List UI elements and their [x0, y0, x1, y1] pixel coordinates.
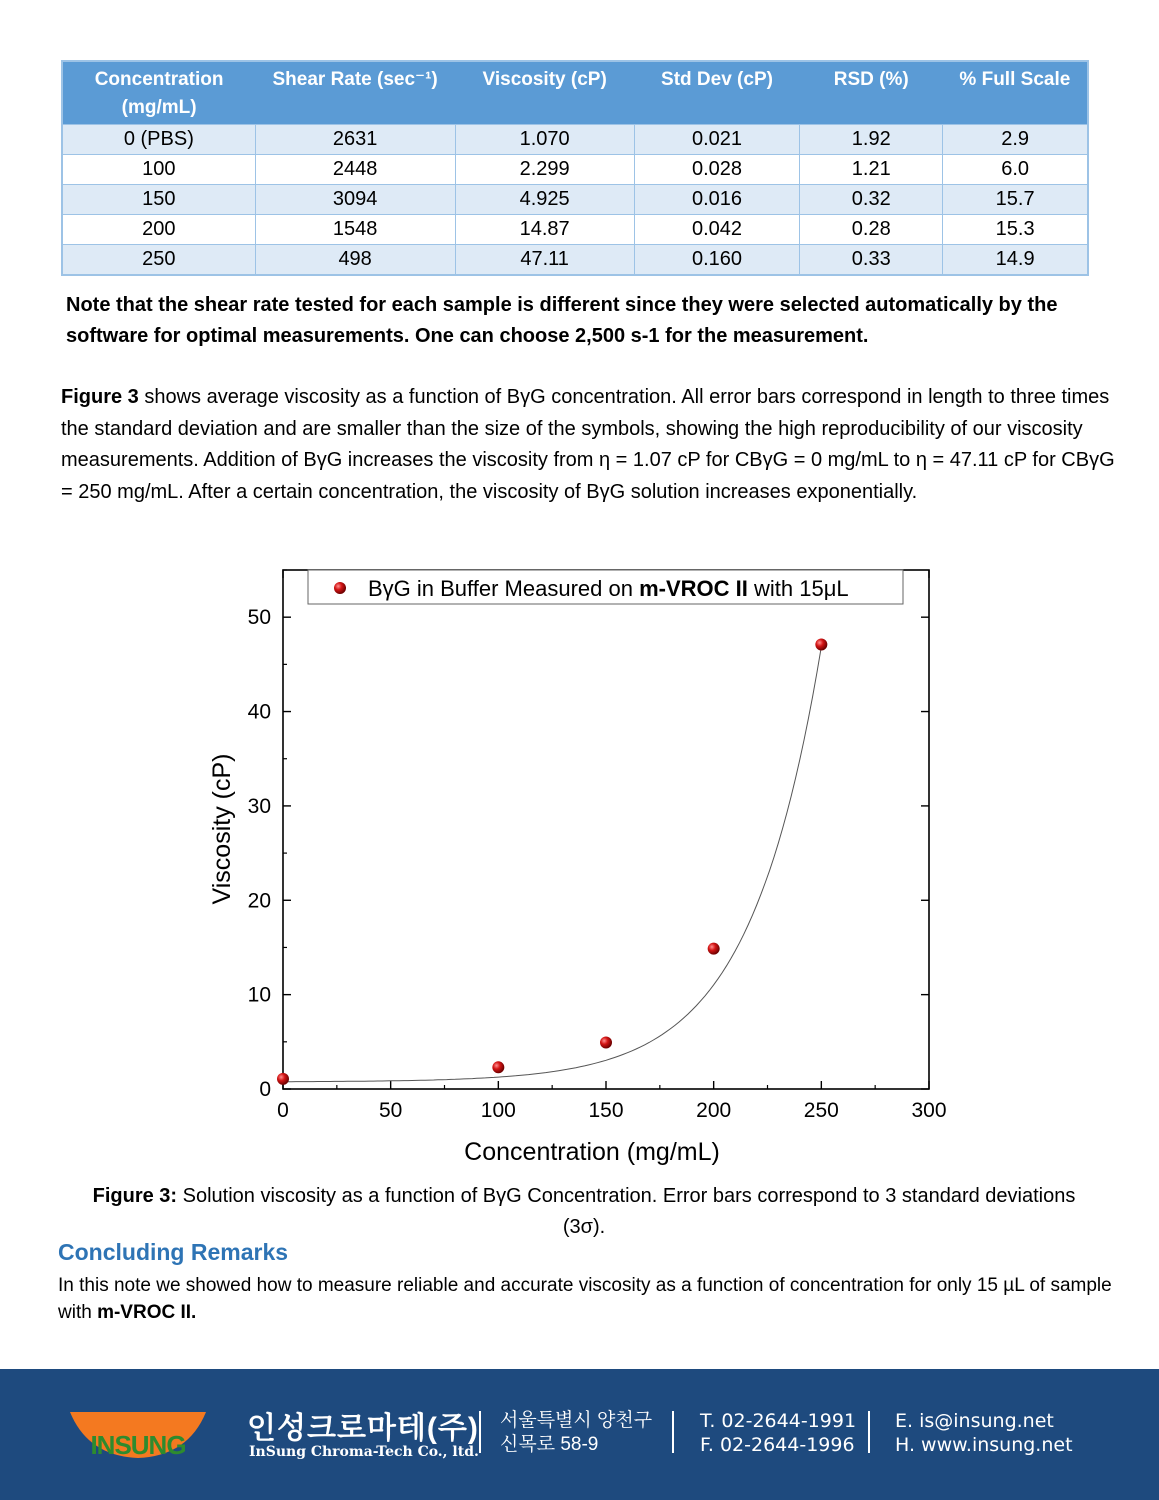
company-name-kr: 인성크로마테(주)	[247, 1412, 479, 1445]
fax: F. 02-2644-1996	[700, 1434, 855, 1456]
data-point	[492, 1061, 504, 1073]
header-rsd: RSD (%)	[800, 61, 943, 125]
concluding-heading: Concluding Remarks	[58, 1239, 289, 1265]
caption-text: Solution viscosity as a function of BγG Concentration. Error bars correspond to 3 standard deviations (3σ).	[177, 1185, 1076, 1238]
table-cell: 0.016	[634, 185, 800, 215]
table-cell: 200	[62, 215, 255, 245]
table-cell: 1.070	[455, 125, 634, 155]
table-header-row	[62, 61, 1088, 125]
table-cell: 0.028	[634, 155, 800, 185]
y-tick-label: 50	[247, 606, 271, 630]
table-cell: 14.9	[943, 245, 1088, 276]
company-name-en: InSung Chroma-Tech Co., ltd.	[249, 1444, 479, 1460]
table-cell: 2.9	[943, 125, 1088, 155]
concluding-text	[58, 1272, 1118, 1326]
table-cell: 6.0	[943, 155, 1088, 185]
data-table	[61, 60, 1089, 276]
divider	[672, 1411, 674, 1453]
table-cell: 0.28	[800, 215, 943, 245]
table-cell: 4.925	[455, 185, 634, 215]
table-cell: 0.32	[800, 185, 943, 215]
legend-marker	[334, 582, 346, 594]
x-tick-label: 0	[277, 1099, 289, 1122]
phone-block	[700, 1409, 856, 1457]
x-tick-label: 50	[378, 1099, 403, 1122]
table-cell: 250	[62, 245, 255, 276]
header-concentration: Concentration (mg/mL)	[62, 61, 255, 125]
table-cell: 2448	[255, 155, 455, 185]
email[interactable]: E. is@insung.net	[895, 1410, 1054, 1432]
x-tick-label: 150	[588, 1099, 624, 1122]
viscosity-chart	[190, 555, 960, 1175]
table-cell: 2631	[255, 125, 455, 155]
x-tick-label: 200	[696, 1099, 732, 1122]
x-tick-label: 300	[911, 1099, 947, 1122]
x-axis-ticks	[277, 570, 946, 1122]
plot-frame	[283, 570, 929, 1089]
table-cell: 47.11	[455, 245, 634, 276]
table-cell: 2.299	[455, 155, 634, 185]
table-cell: 14.87	[455, 215, 634, 245]
y-tick-label: 40	[247, 700, 271, 724]
x-axis-label: Concentration (mg/mL)	[464, 1138, 720, 1166]
address-line2: 신목로 58-9	[500, 1434, 599, 1455]
fit-curve	[283, 647, 821, 1082]
y-tick-label: 10	[247, 983, 271, 1007]
figure-ref: Figure 3	[61, 386, 139, 408]
header-viscosity: Viscosity (cP)	[455, 61, 634, 125]
data-point	[815, 638, 827, 650]
address	[500, 1409, 652, 1457]
figure-description	[61, 382, 1121, 508]
table-cell: 3094	[255, 185, 455, 215]
table-cell: 15.3	[943, 215, 1088, 245]
table-cell: 100	[62, 155, 255, 185]
table-cell: 0.042	[634, 215, 800, 245]
table-row	[62, 245, 1088, 276]
shear-rate-note: Note that the shear rate tested for each sample is different since they were selected automatically by the software for optimal measurements. One can choose 2,500 s-1 for the measurement.	[66, 294, 1058, 347]
x-tick-label: 100	[480, 1099, 516, 1122]
header-shear-rate: Shear Rate (sec⁻¹)	[255, 61, 455, 125]
data-point	[708, 943, 720, 955]
product-name: m-VROC II.	[97, 1302, 197, 1323]
legend	[308, 570, 903, 604]
paragraph-text: shows average viscosity as a function of BγG concentration. All error bars correspond in length to three times the standard deviation and are smaller than the size of the symbols, showing the high reproducibility of our viscosity measurements. Addition of BγG increases the viscosity from η = 1.07 cP for CBγG = 0 mg/mL to η = 47.11 cP for CBγG = 250 mg/mL. After a certain concentration, the viscosity of BγG solution increases exponentially.	[61, 386, 1115, 503]
y-tick-label: 20	[247, 889, 271, 913]
insung-logo	[68, 1406, 208, 1466]
figure-caption	[70, 1181, 1098, 1243]
concluding-body: In this note we showed how to measure reliable and accurate viscosity as a function of concentration for only 15 µL of sample with	[58, 1275, 1112, 1323]
data-point	[600, 1037, 612, 1049]
address-line1: 서울특별시 양천구	[500, 1410, 653, 1431]
table-cell: 15.7	[943, 185, 1088, 215]
table-cell: 1548	[255, 215, 455, 245]
table-cell: 0.021	[634, 125, 800, 155]
table-row	[62, 125, 1088, 155]
header-full-scale: % Full Scale	[943, 61, 1088, 125]
data-point	[277, 1073, 289, 1085]
legend-label: BγG in Buffer Measured on m-VROC II with 15μL	[368, 576, 849, 601]
data-points	[277, 638, 827, 1084]
y-axis-ticks	[248, 570, 929, 1101]
table-cell: 0.160	[634, 245, 800, 276]
footer	[0, 1369, 1159, 1500]
table-row	[62, 215, 1088, 245]
table-row	[62, 155, 1088, 185]
table-cell: 0 (PBS)	[62, 125, 255, 155]
x-tick-label: 250	[803, 1099, 839, 1122]
divider	[479, 1411, 481, 1453]
table-cell: 1.21	[800, 155, 943, 185]
header-std-dev: Std Dev (cP)	[634, 61, 800, 125]
contact-block	[895, 1409, 1073, 1457]
table-cell: 150	[62, 185, 255, 215]
table-cell: 1.92	[800, 125, 943, 155]
y-tick-label: 0	[259, 1078, 271, 1101]
phone: T. 02-2644-1991	[700, 1410, 857, 1432]
y-tick-label: 30	[247, 794, 271, 818]
divider	[868, 1411, 870, 1453]
y-axis-label: Viscosity (cP)	[208, 753, 236, 905]
caption-lead: Figure 3:	[92, 1185, 178, 1207]
logo-text: INSUNG	[90, 1430, 186, 1460]
website[interactable]: H. www.insung.net	[895, 1434, 1073, 1456]
table-cell: 498	[255, 245, 455, 276]
table-row	[62, 185, 1088, 215]
table-cell: 0.33	[800, 245, 943, 276]
